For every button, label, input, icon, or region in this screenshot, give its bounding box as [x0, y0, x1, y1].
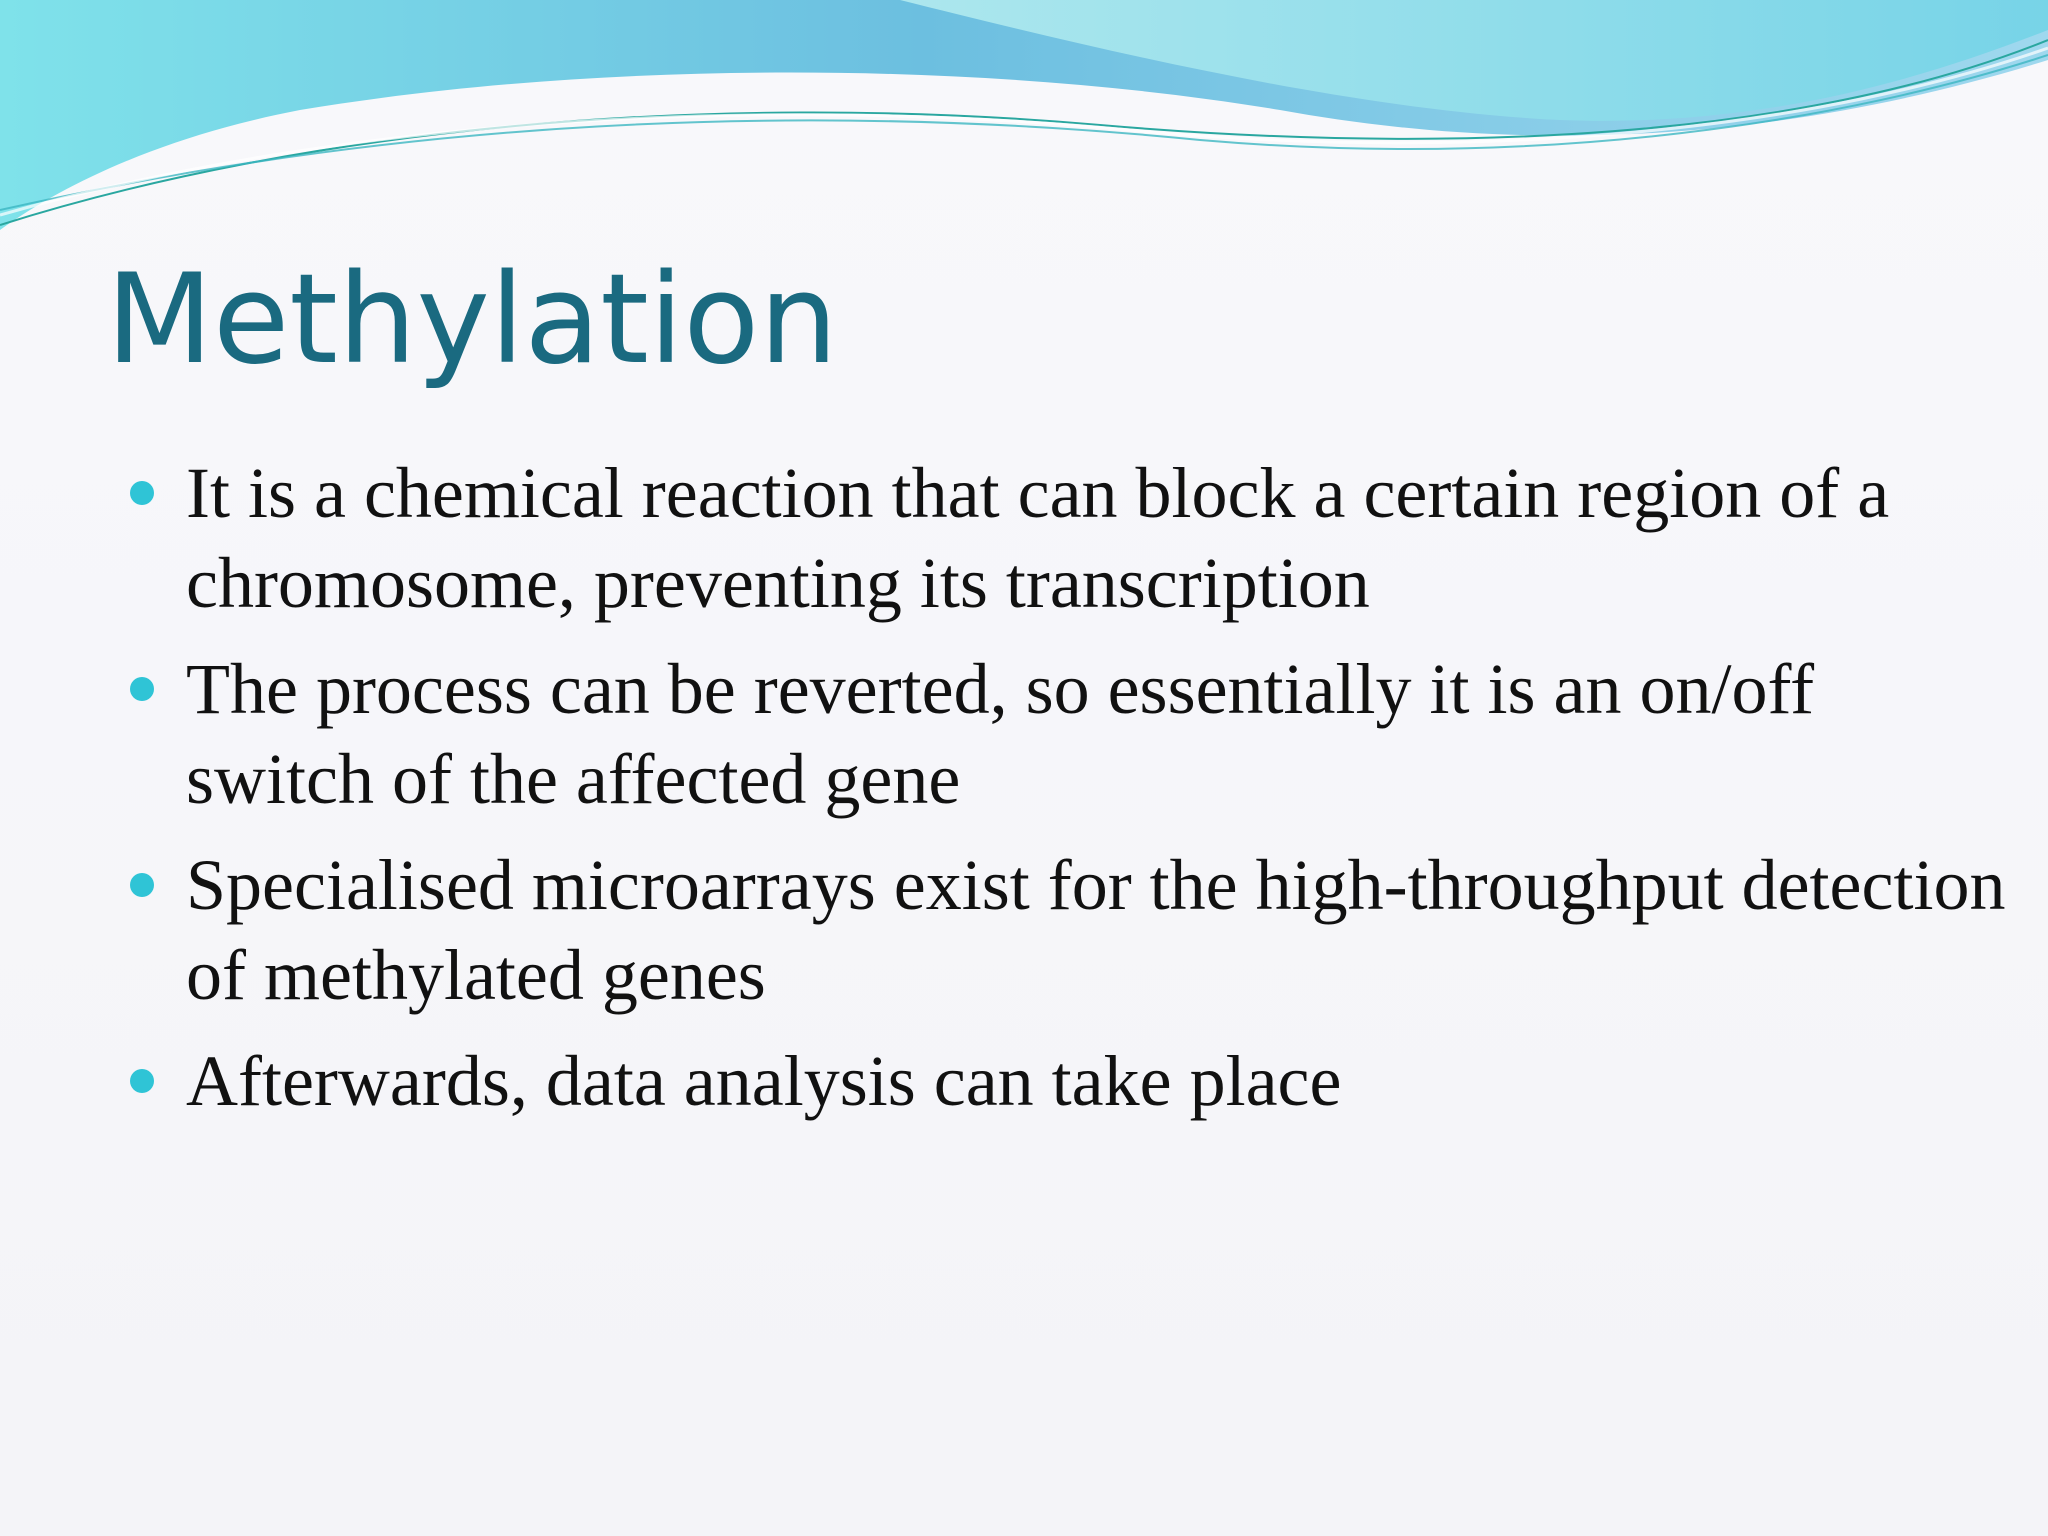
- bullet-text: Afterwards, data analysis can take place: [186, 1041, 1342, 1121]
- bullet-dot-icon: [130, 873, 154, 897]
- bullet-dot-icon: [130, 481, 154, 505]
- bullet-text: Specialised microarrays exist for the high-throughput detection of methylated genes: [186, 845, 2006, 1015]
- bullet-dot-icon: [130, 677, 154, 701]
- slide-title: Methylation: [106, 248, 838, 392]
- wave-header-decoration: [0, 0, 2048, 240]
- bullet-item: [128, 448, 2008, 628]
- bullet-item: [128, 840, 2008, 1020]
- bullet-text: It is a chemical reaction that can block a certain region of a chromosome, preventing its transcription: [186, 453, 1890, 623]
- bullet-dot-icon: [130, 1069, 154, 1093]
- bullet-item: [128, 644, 2008, 824]
- bullet-item: [128, 1036, 2008, 1126]
- bullet-text: The process can be reverted, so essentially it is an on/off switch of the affected gene: [186, 649, 1815, 819]
- bullet-list: [128, 448, 2008, 1142]
